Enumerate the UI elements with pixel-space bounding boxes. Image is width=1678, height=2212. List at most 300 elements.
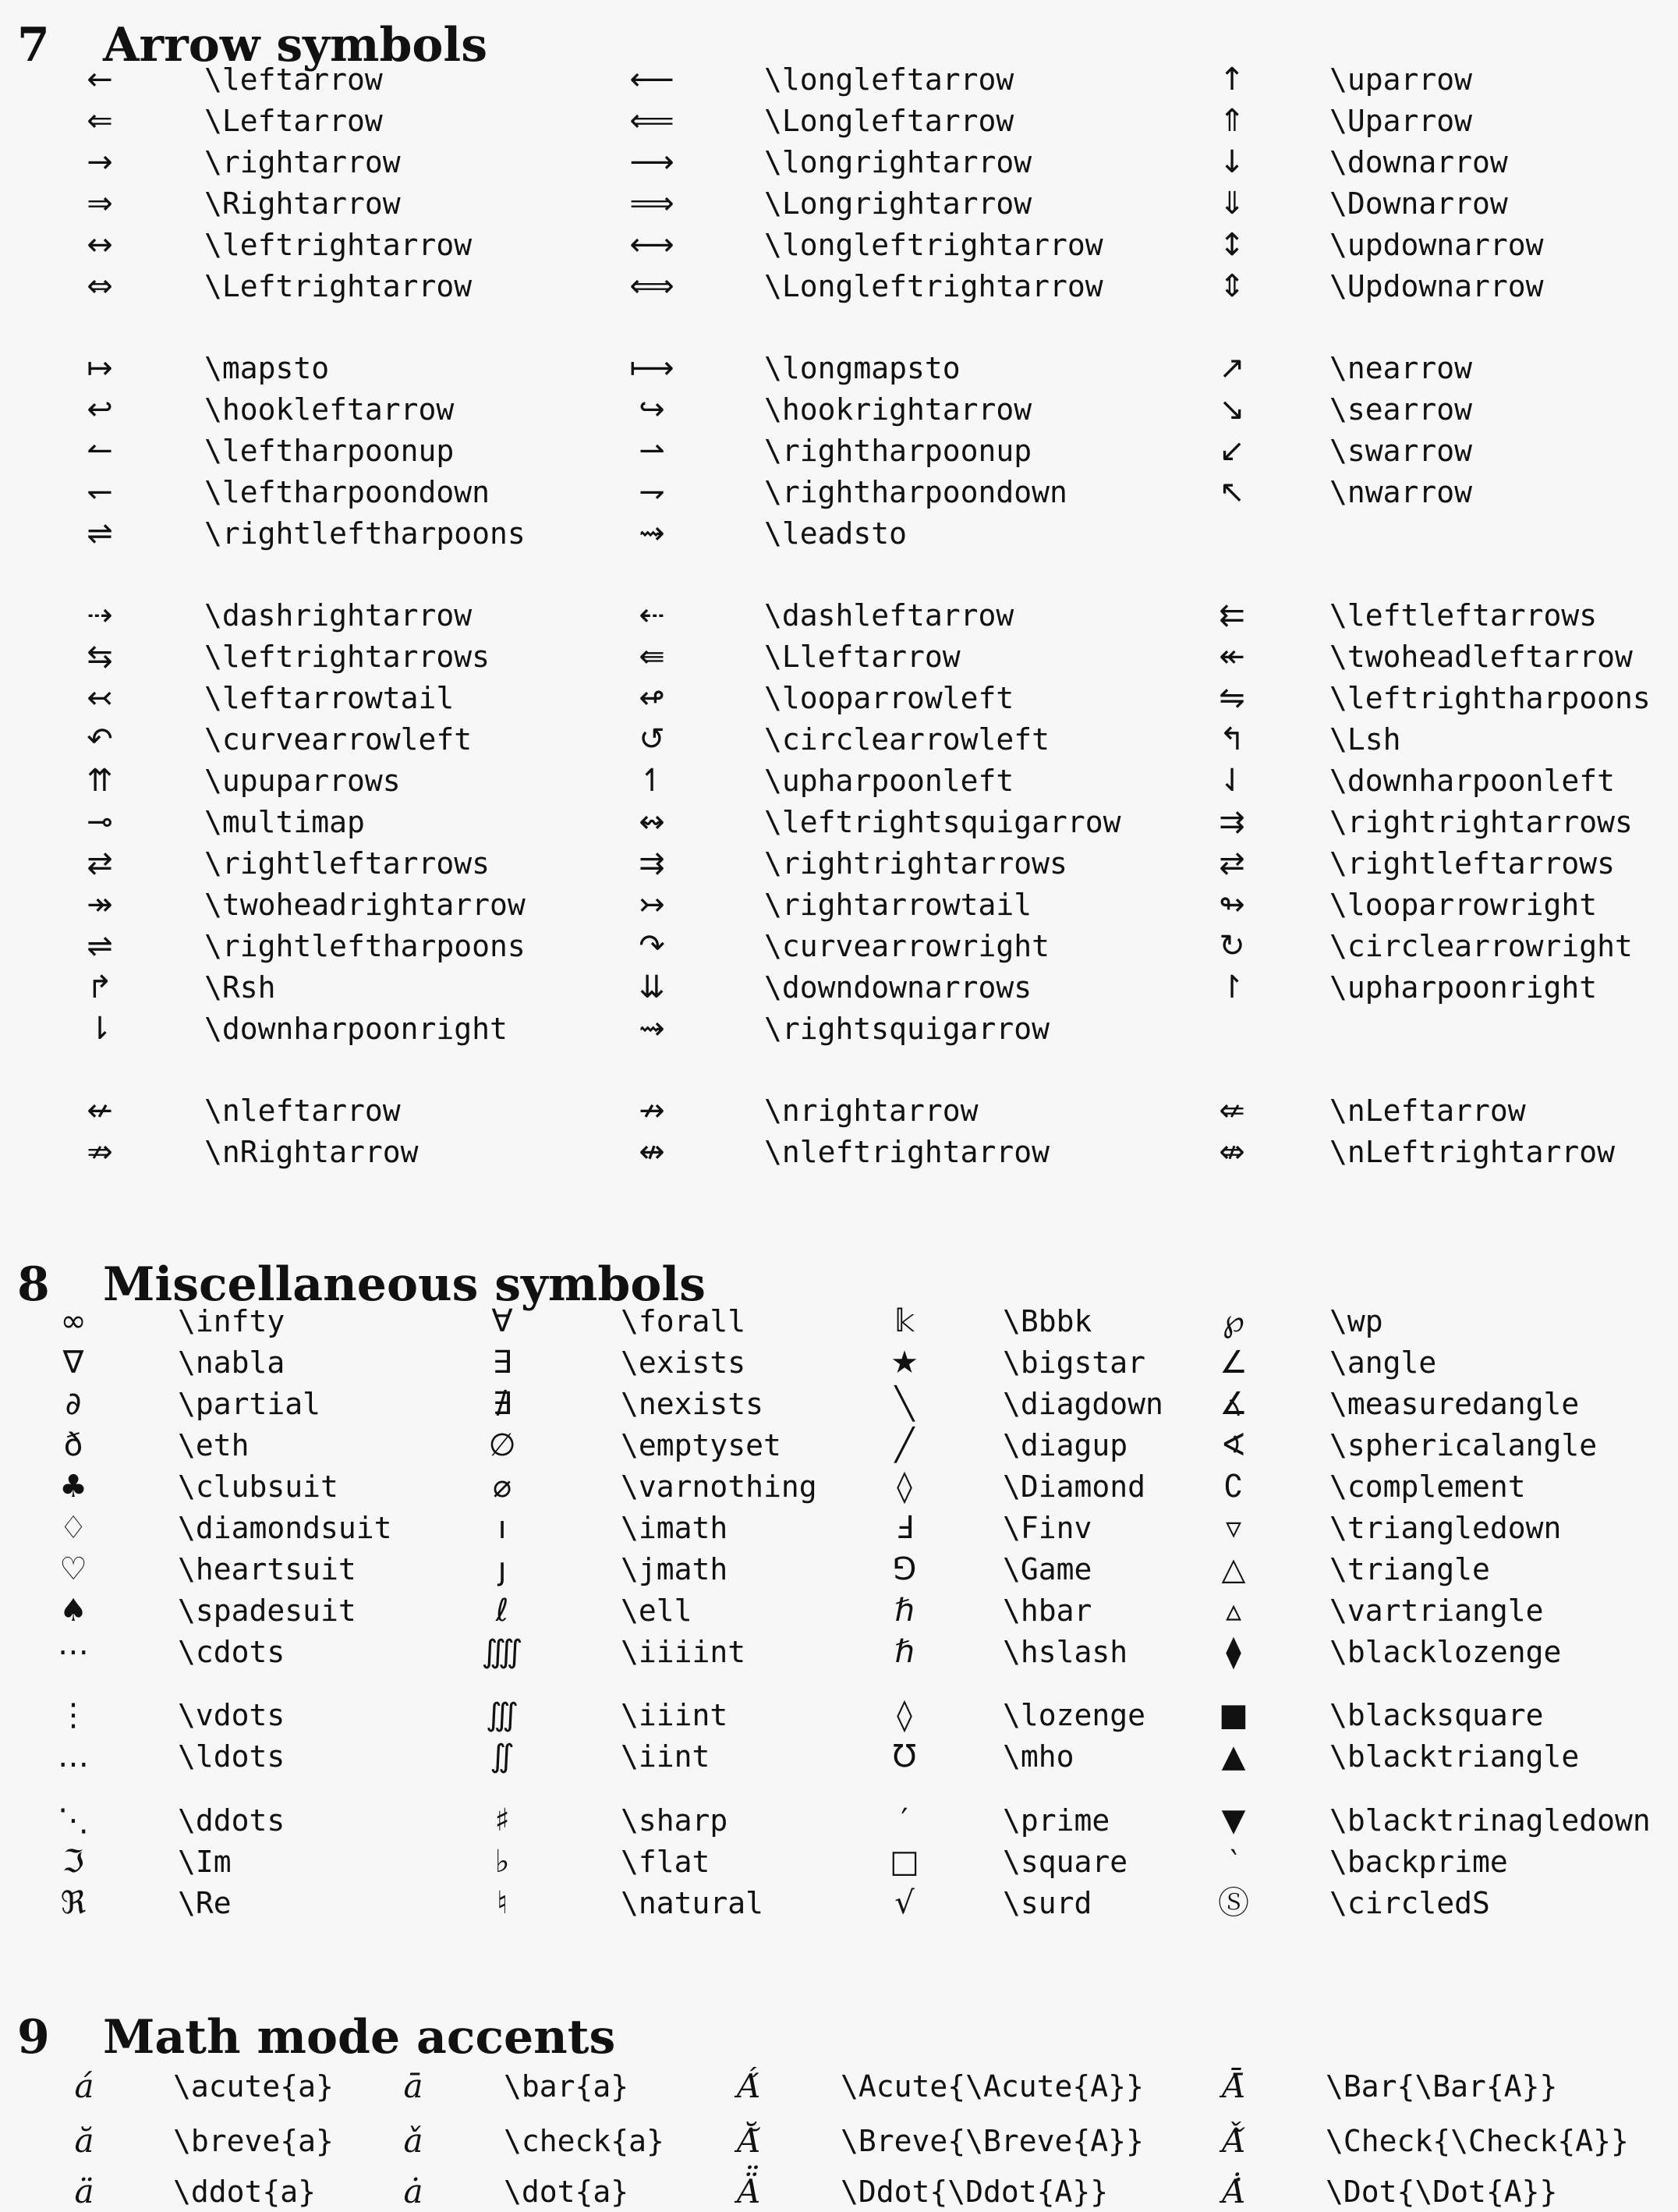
latex-command: \surd bbox=[1003, 1886, 1092, 1920]
latex-command: \Uparrow bbox=[1329, 104, 1473, 138]
symbol-glyph: ↾ bbox=[1219, 970, 1245, 1005]
latex-command: \Ddot{\Ddot{A}} bbox=[841, 2175, 1109, 2209]
table-row bbox=[0, 2171, 1678, 2212]
symbol-glyph: ⇄ bbox=[87, 845, 113, 881]
latex-command: \clubsuit bbox=[178, 1469, 338, 1504]
symbol-glyph: Ȧ̇ bbox=[1221, 2172, 1246, 2210]
latex-command: \ddots bbox=[178, 1803, 285, 1838]
latex-command: \leftrightharpoons bbox=[1329, 681, 1651, 715]
symbol-glyph: ∀ bbox=[491, 1303, 513, 1339]
symbol-glyph: Ä̈ bbox=[736, 2172, 761, 2210]
symbol-glyph: ⧫ bbox=[1226, 1634, 1241, 1670]
table-row bbox=[0, 1549, 1678, 1590]
symbol-glyph: ↖ bbox=[1219, 474, 1245, 510]
symbol-glyph: ∬ bbox=[490, 1739, 515, 1774]
symbol-glyph: ↬ bbox=[1219, 887, 1245, 923]
symbol-glyph: ↰ bbox=[1219, 721, 1245, 757]
symbol-glyph: ⇎ bbox=[1219, 1134, 1245, 1170]
latex-command: \circledS bbox=[1329, 1886, 1490, 1920]
symbol-glyph: ⇂ bbox=[87, 1011, 113, 1047]
latex-command: \backprime bbox=[1329, 1845, 1508, 1879]
symbol-glyph: ↻ bbox=[1219, 928, 1245, 964]
symbol-glyph: ∞ bbox=[60, 1303, 87, 1339]
latex-command: \natural bbox=[621, 1886, 764, 1920]
table-row bbox=[0, 1132, 1678, 1172]
latex-command: \blacktrinagledown bbox=[1329, 1803, 1651, 1838]
symbol-glyph: ↪ bbox=[639, 392, 665, 427]
latex-command: \cdots bbox=[178, 1635, 285, 1669]
symbol-glyph: ȧ bbox=[403, 2172, 423, 2210]
symbol-glyph: ⇋ bbox=[1219, 680, 1245, 716]
symbol-glyph: ⇝ bbox=[639, 516, 665, 551]
latex-command: \diagup bbox=[1003, 1428, 1128, 1462]
table-row bbox=[0, 142, 1678, 183]
latex-command: \sharp bbox=[621, 1803, 728, 1838]
symbol-glyph: ⇍ bbox=[1219, 1093, 1245, 1129]
latex-command: \rightarrowtail bbox=[764, 888, 1032, 922]
table-row bbox=[0, 2066, 1678, 2107]
latex-command: \rightrightarrows bbox=[764, 846, 1067, 881]
symbol-glyph: ▵ bbox=[1225, 1593, 1242, 1629]
symbol-glyph: Ⅎ bbox=[895, 1510, 914, 1546]
latex-command: \heartsuit bbox=[178, 1552, 356, 1586]
latex-command: \upuparrows bbox=[204, 764, 401, 798]
symbol-glyph: □ bbox=[890, 1844, 919, 1880]
symbol-glyph: ▼ bbox=[1221, 1803, 1246, 1838]
latex-command: \circlearrowleft bbox=[764, 722, 1050, 757]
symbol-glyph: ä bbox=[74, 2172, 94, 2210]
table-row bbox=[0, 1842, 1678, 1882]
latex-command: \twoheadleftarrow bbox=[1329, 640, 1633, 674]
table-row bbox=[0, 389, 1678, 430]
symbol-glyph: ↦ bbox=[87, 350, 113, 386]
table-row bbox=[0, 1384, 1678, 1424]
symbol-glyph: ↙ bbox=[1219, 433, 1245, 469]
symbol-glyph: ∭ bbox=[485, 1697, 519, 1733]
symbol-glyph: ′ bbox=[901, 1803, 908, 1838]
table-row bbox=[0, 2121, 1678, 2161]
symbol-glyph: ↶ bbox=[87, 721, 113, 757]
latex-command: \downharpoonleft bbox=[1329, 764, 1616, 798]
symbol-glyph: ⇈ bbox=[87, 763, 113, 799]
latex-command: \Im bbox=[178, 1845, 232, 1879]
latex-command: \rightleftharpoons bbox=[204, 929, 526, 963]
latex-command: \check{a} bbox=[504, 2124, 664, 2158]
table-row bbox=[0, 884, 1678, 925]
latex-command: \blacklozenge bbox=[1329, 1635, 1562, 1669]
latex-command: \acute{a} bbox=[173, 2069, 334, 2104]
symbol-glyph: ∇ bbox=[62, 1345, 84, 1381]
latex-command: \downdownarrows bbox=[764, 970, 1032, 1005]
latex-command: \flat bbox=[621, 1845, 710, 1879]
latex-command: \nleftarrow bbox=[204, 1094, 401, 1128]
latex-command: \longmapsto bbox=[764, 351, 961, 385]
latex-command: \spadesuit bbox=[178, 1593, 356, 1628]
symbol-glyph: ℏ bbox=[894, 1593, 915, 1629]
symbol-glyph: ⇊ bbox=[639, 970, 665, 1005]
symbol-glyph: ↼ bbox=[87, 433, 113, 469]
symbol-glyph: ↔ bbox=[87, 227, 113, 263]
table-row bbox=[0, 59, 1678, 100]
symbol-glyph: ↗ bbox=[1219, 350, 1245, 386]
latex-command: \hookrightarrow bbox=[764, 392, 1032, 427]
section-title: Miscellaneous symbols bbox=[103, 1257, 706, 1312]
symbol-glyph: ⇚ bbox=[639, 639, 665, 675]
symbol-glyph: ⇉ bbox=[639, 845, 665, 881]
latex-command: \complement bbox=[1329, 1469, 1526, 1504]
symbol-glyph: ȷ bbox=[497, 1551, 507, 1587]
latex-command: \prime bbox=[1003, 1803, 1110, 1838]
symbol-glyph: ◊ bbox=[897, 1469, 912, 1505]
latex-command: \rightsquigarrow bbox=[764, 1012, 1050, 1046]
latex-command: \Breve{\Breve{A}} bbox=[841, 2124, 1144, 2158]
symbol-glyph: ↮ bbox=[639, 1134, 665, 1170]
latex-command: \vartriangle bbox=[1329, 1593, 1544, 1628]
latex-command: \Longrightarrow bbox=[764, 186, 1032, 221]
symbol-glyph: ♭ bbox=[494, 1844, 510, 1880]
latex-command: \jmath bbox=[621, 1552, 728, 1586]
latex-command: \Rsh bbox=[204, 970, 276, 1005]
symbol-glyph: ∢ bbox=[1220, 1427, 1247, 1463]
table-row bbox=[0, 348, 1678, 388]
latex-command: \leftharpoonup bbox=[204, 434, 455, 468]
latex-command: \Bar{\Bar{A}} bbox=[1326, 2069, 1558, 2104]
symbol-glyph: ∠ bbox=[1220, 1345, 1248, 1381]
symbol-glyph: ð bbox=[63, 1427, 83, 1463]
symbol-glyph: ▿ bbox=[1225, 1510, 1242, 1546]
latex-command: \ell bbox=[621, 1593, 692, 1628]
latex-command: \searrow bbox=[1329, 392, 1473, 427]
latex-command: \rightharpoonup bbox=[764, 434, 1032, 468]
latex-command: \ddot{a} bbox=[173, 2175, 317, 2209]
latex-command: \nexists bbox=[621, 1387, 764, 1421]
symbol-glyph: ↿ bbox=[639, 763, 665, 799]
symbol-glyph: ↩ bbox=[87, 392, 113, 427]
symbol-glyph: Ǎ̌ bbox=[1221, 2122, 1246, 2160]
symbol-glyph: ⋮ bbox=[58, 1697, 89, 1733]
latex-command: \leadsto bbox=[764, 516, 908, 551]
latex-command: \breve{a} bbox=[173, 2124, 334, 2158]
symbol-glyph: ↷ bbox=[639, 928, 665, 964]
symbol-glyph: ⇃ bbox=[1219, 763, 1245, 799]
table-row bbox=[0, 1009, 1678, 1049]
latex-command: \curvearrowright bbox=[764, 929, 1050, 963]
latex-command: \uparrow bbox=[1329, 62, 1473, 97]
latex-command: \Bbbk bbox=[1003, 1304, 1092, 1338]
symbol-glyph: ↭ bbox=[639, 804, 665, 840]
symbol-glyph: ♣ bbox=[59, 1469, 87, 1505]
symbol-glyph: … bbox=[58, 1739, 89, 1774]
symbol-glyph: ⟵ bbox=[629, 62, 674, 97]
symbol-glyph: ↞ bbox=[1219, 639, 1245, 675]
symbol-glyph: ⇁ bbox=[639, 474, 665, 510]
latex-command: \Leftrightarrow bbox=[204, 269, 473, 303]
symbol-glyph: ⇌ bbox=[87, 516, 113, 551]
latex-command: \updownarrow bbox=[1329, 228, 1544, 262]
latex-command: \triangle bbox=[1329, 1552, 1490, 1586]
latex-command: \lozenge bbox=[1003, 1698, 1146, 1732]
latex-command: \emptyset bbox=[621, 1428, 781, 1462]
latex-command: \rightleftarrows bbox=[204, 846, 490, 881]
latex-command: \leftrightarrow bbox=[204, 228, 473, 262]
symbol-glyph: ◊ bbox=[897, 1697, 912, 1733]
latex-command: \square bbox=[1003, 1845, 1128, 1879]
latex-command: \nrightarrow bbox=[764, 1094, 979, 1128]
latex-command: \measuredangle bbox=[1329, 1387, 1580, 1421]
table-row bbox=[0, 183, 1678, 224]
latex-command: \forall bbox=[621, 1304, 746, 1338]
latex-command: \longleftrightarrow bbox=[764, 228, 1103, 262]
latex-command: \leftleftarrows bbox=[1329, 598, 1598, 633]
latex-command: \hslash bbox=[1003, 1635, 1128, 1669]
table-row bbox=[0, 595, 1678, 636]
symbol-glyph: → bbox=[87, 144, 113, 180]
table-row bbox=[0, 472, 1678, 512]
section-number: 7 bbox=[17, 18, 50, 73]
table-row bbox=[0, 225, 1678, 265]
symbol-glyph: ⇠ bbox=[639, 597, 665, 633]
latex-command: \partial bbox=[178, 1387, 321, 1421]
symbol-glyph: √ bbox=[894, 1885, 915, 1921]
latex-command: \looparrowright bbox=[1329, 888, 1598, 922]
latex-command: \multimap bbox=[204, 805, 365, 839]
symbol-glyph: ı bbox=[497, 1510, 507, 1546]
symbol-glyph: ↕ bbox=[1219, 227, 1245, 263]
symbol-glyph: ∄ bbox=[492, 1386, 512, 1422]
symbol-glyph: ▲ bbox=[1221, 1739, 1246, 1774]
latex-command: \curvearrowleft bbox=[204, 722, 473, 757]
table-row bbox=[0, 1466, 1678, 1507]
latex-command: \Updownarrow bbox=[1329, 269, 1544, 303]
latex-command: \leftharpoondown bbox=[204, 475, 490, 509]
symbol-glyph: ⇕ bbox=[1219, 268, 1245, 304]
latex-command: \eth bbox=[178, 1428, 250, 1462]
symbol-glyph: ↢ bbox=[87, 680, 113, 716]
latex-command: \blacksquare bbox=[1329, 1698, 1544, 1732]
latex-command: \exists bbox=[621, 1345, 746, 1380]
symbol-glyph: ⟷ bbox=[629, 227, 674, 263]
latex-command: \Game bbox=[1003, 1552, 1092, 1586]
table-row bbox=[0, 266, 1678, 307]
symbol-glyph: ⇌ bbox=[87, 928, 113, 964]
symbol-glyph: ⇒ bbox=[87, 186, 113, 222]
latex-command: \looparrowleft bbox=[764, 681, 1014, 715]
latex-command: \Longleftrightarrow bbox=[764, 269, 1103, 303]
latex-command: \nLeftrightarrow bbox=[1329, 1135, 1616, 1169]
symbol-glyph: ↣ bbox=[639, 887, 665, 923]
latex-command: \twoheadrightarrow bbox=[204, 888, 526, 922]
latex-command: \leftrightsquigarrow bbox=[764, 805, 1121, 839]
latex-command: \hookleftarrow bbox=[204, 392, 455, 427]
symbol-glyph: ↘ bbox=[1219, 392, 1245, 427]
latex-command: \mapsto bbox=[204, 351, 330, 385]
latex-command: \Lleftarrow bbox=[764, 640, 961, 674]
latex-command: \imath bbox=[621, 1511, 728, 1545]
latex-command: \longleftarrow bbox=[764, 62, 1014, 97]
symbol-glyph: ⇢ bbox=[87, 597, 113, 633]
latex-command: \blacktriangle bbox=[1329, 1739, 1580, 1774]
latex-command: \Dot{\Dot{A}} bbox=[1326, 2175, 1558, 2209]
symbol-glyph: ⇓ bbox=[1219, 186, 1245, 222]
symbol-glyph: ℑ bbox=[62, 1844, 84, 1880]
symbol-glyph: ⋱ bbox=[58, 1803, 89, 1838]
symbol-glyph: ā bbox=[403, 2067, 423, 2105]
table-row bbox=[0, 1800, 1678, 1841]
symbol-glyph: ★ bbox=[890, 1345, 919, 1381]
symbol-glyph: ♡ bbox=[59, 1551, 87, 1587]
latex-command: \Rightarrow bbox=[204, 186, 401, 221]
symbol-glyph: ↽ bbox=[87, 474, 113, 510]
symbol-glyph: ↚ bbox=[87, 1093, 113, 1129]
symbol-glyph: ⅁ bbox=[892, 1551, 917, 1587]
table-row bbox=[0, 431, 1678, 471]
symbol-glyph: ℜ bbox=[60, 1885, 87, 1921]
latex-command: \downharpoonright bbox=[204, 1012, 508, 1046]
latex-command: \infty bbox=[178, 1304, 285, 1338]
latex-command: \Finv bbox=[1003, 1511, 1092, 1545]
table-row bbox=[0, 1090, 1678, 1131]
symbol-glyph: ↺ bbox=[639, 721, 665, 757]
latex-command: \leftrightarrows bbox=[204, 640, 490, 674]
symbol-glyph: ← bbox=[87, 62, 113, 97]
latex-command: \longrightarrow bbox=[764, 145, 1032, 179]
table-row bbox=[0, 843, 1678, 884]
symbol-glyph: ⇔ bbox=[87, 268, 113, 304]
latex-command: \downarrow bbox=[1329, 145, 1508, 179]
table-row bbox=[0, 1425, 1678, 1466]
symbol-glyph: ♢ bbox=[59, 1510, 87, 1546]
symbol-glyph: ‵ bbox=[1230, 1844, 1237, 1880]
symbol-glyph: ∅ bbox=[488, 1427, 516, 1463]
symbol-glyph: ⇄ bbox=[1219, 845, 1245, 881]
table-row bbox=[0, 101, 1678, 141]
latex-command: \nabla bbox=[178, 1345, 285, 1380]
latex-command: \leftarrow bbox=[204, 62, 383, 97]
latex-command: \diagdown bbox=[1003, 1387, 1163, 1421]
section-title: Math mode accents bbox=[103, 2010, 616, 2065]
latex-command: \diamondsuit bbox=[178, 1511, 392, 1545]
latex-command: \nRightarrow bbox=[204, 1135, 419, 1169]
symbol-glyph: ⨌ bbox=[481, 1634, 523, 1670]
latex-command: \nLeftarrow bbox=[1329, 1094, 1526, 1128]
symbol-glyph: ⊸ bbox=[87, 804, 113, 840]
symbol-glyph: ↑ bbox=[1219, 62, 1245, 97]
table-row bbox=[0, 636, 1678, 677]
latex-command: \Lsh bbox=[1329, 722, 1401, 757]
latex-command: \Acute{\Acute{A}} bbox=[841, 2069, 1144, 2104]
table-row bbox=[0, 1342, 1678, 1383]
symbol-glyph: Ā̄ bbox=[1221, 2067, 1246, 2105]
symbol-glyph: ╲ bbox=[894, 1386, 915, 1422]
section-number: 8 bbox=[17, 1257, 50, 1312]
table-row bbox=[0, 1632, 1678, 1672]
latex-command: \Check{\Check{A}} bbox=[1326, 2124, 1629, 2158]
symbol-glyph: Ⓢ bbox=[1218, 1885, 1249, 1921]
symbol-glyph: Ă̆ bbox=[736, 2122, 761, 2160]
latex-command: \triangledown bbox=[1329, 1511, 1562, 1545]
latex-command: \nwarrow bbox=[1329, 475, 1473, 509]
latex-command: \Re bbox=[178, 1886, 232, 1920]
symbol-glyph: ♯ bbox=[494, 1803, 510, 1838]
table-row bbox=[0, 1695, 1678, 1735]
symbol-glyph: ⟸ bbox=[629, 103, 674, 139]
symbol-glyph: ∃ bbox=[492, 1345, 512, 1381]
symbol-glyph: ⋯ bbox=[58, 1634, 89, 1670]
symbol-glyph: ℓ bbox=[495, 1593, 509, 1629]
latex-command: \Diamond bbox=[1003, 1469, 1146, 1504]
latex-command: \upharpoonleft bbox=[764, 764, 1014, 798]
symbol-glyph: ♮ bbox=[496, 1885, 508, 1921]
symbol-glyph: ă bbox=[74, 2122, 94, 2160]
symbol-glyph: ⟶ bbox=[629, 144, 674, 180]
symbol-glyph: ǎ bbox=[403, 2122, 423, 2160]
table-row bbox=[0, 967, 1678, 1008]
latex-command: \dashrightarrow bbox=[204, 598, 473, 633]
latex-command: \iiint bbox=[621, 1698, 728, 1732]
latex-command: \rightrightarrows bbox=[1329, 805, 1633, 839]
latex-command: \sphericalangle bbox=[1329, 1428, 1598, 1462]
symbol-glyph: ⇆ bbox=[87, 639, 113, 675]
latex-command: \swarrow bbox=[1329, 434, 1473, 468]
symbol-glyph: ∡ bbox=[1220, 1386, 1248, 1422]
symbol-glyph: ⟺ bbox=[629, 268, 674, 304]
latex-command: \hbar bbox=[1003, 1593, 1092, 1628]
latex-command: \bar{a} bbox=[504, 2069, 629, 2104]
symbol-glyph: ⇑ bbox=[1219, 103, 1245, 139]
table-row bbox=[0, 1736, 1678, 1777]
latex-command: \iiiint bbox=[621, 1635, 746, 1669]
latex-command: \Longleftarrow bbox=[764, 104, 1014, 138]
latex-command: \dashleftarrow bbox=[764, 598, 1014, 633]
latex-command: \rightharpoondown bbox=[764, 475, 1067, 509]
table-row bbox=[0, 1301, 1678, 1342]
symbol-glyph: ↛ bbox=[639, 1093, 665, 1129]
symbol-glyph: ∂ bbox=[65, 1386, 82, 1422]
section-title: Arrow symbols bbox=[103, 18, 488, 73]
table-row bbox=[0, 1590, 1678, 1631]
latex-command: \circlearrowright bbox=[1329, 929, 1633, 963]
symbol-glyph: Á́ bbox=[736, 2067, 761, 2105]
latex-command: \rightarrow bbox=[204, 145, 401, 179]
table-row bbox=[0, 1508, 1678, 1548]
symbol-glyph: ∁ bbox=[1223, 1469, 1244, 1505]
latex-command: \Downarrow bbox=[1329, 186, 1508, 221]
table-row bbox=[0, 926, 1678, 966]
latex-command: \angle bbox=[1329, 1345, 1437, 1380]
symbol-glyph: ⟼ bbox=[629, 350, 674, 386]
symbol-glyph: ⇀ bbox=[639, 433, 665, 469]
latex-command: \rightleftarrows bbox=[1329, 846, 1616, 881]
latex-command: \bigstar bbox=[1003, 1345, 1146, 1380]
symbol-glyph: ⇝ bbox=[639, 1011, 665, 1047]
table-row bbox=[0, 1883, 1678, 1923]
symbol-glyph: △ bbox=[1221, 1551, 1246, 1587]
symbol-glyph: ⇇ bbox=[1219, 597, 1245, 633]
latex-command: \dot{a} bbox=[504, 2175, 629, 2209]
symbol-glyph: ♠ bbox=[59, 1593, 87, 1629]
symbol-glyph: ⇉ bbox=[1219, 804, 1245, 840]
latex-command: \mho bbox=[1003, 1739, 1074, 1774]
symbol-glyph: 𝕜 bbox=[894, 1303, 915, 1339]
latex-command: \leftarrowtail bbox=[204, 681, 455, 715]
table-row bbox=[0, 760, 1678, 801]
symbol-glyph: ℘ bbox=[1223, 1303, 1244, 1339]
latex-command: \wp bbox=[1329, 1304, 1383, 1338]
latex-command: \varnothing bbox=[621, 1469, 817, 1504]
symbol-glyph: ⌀ bbox=[492, 1469, 512, 1505]
latex-command: \rightleftharpoons bbox=[204, 516, 526, 551]
symbol-glyph: ■ bbox=[1219, 1697, 1248, 1733]
